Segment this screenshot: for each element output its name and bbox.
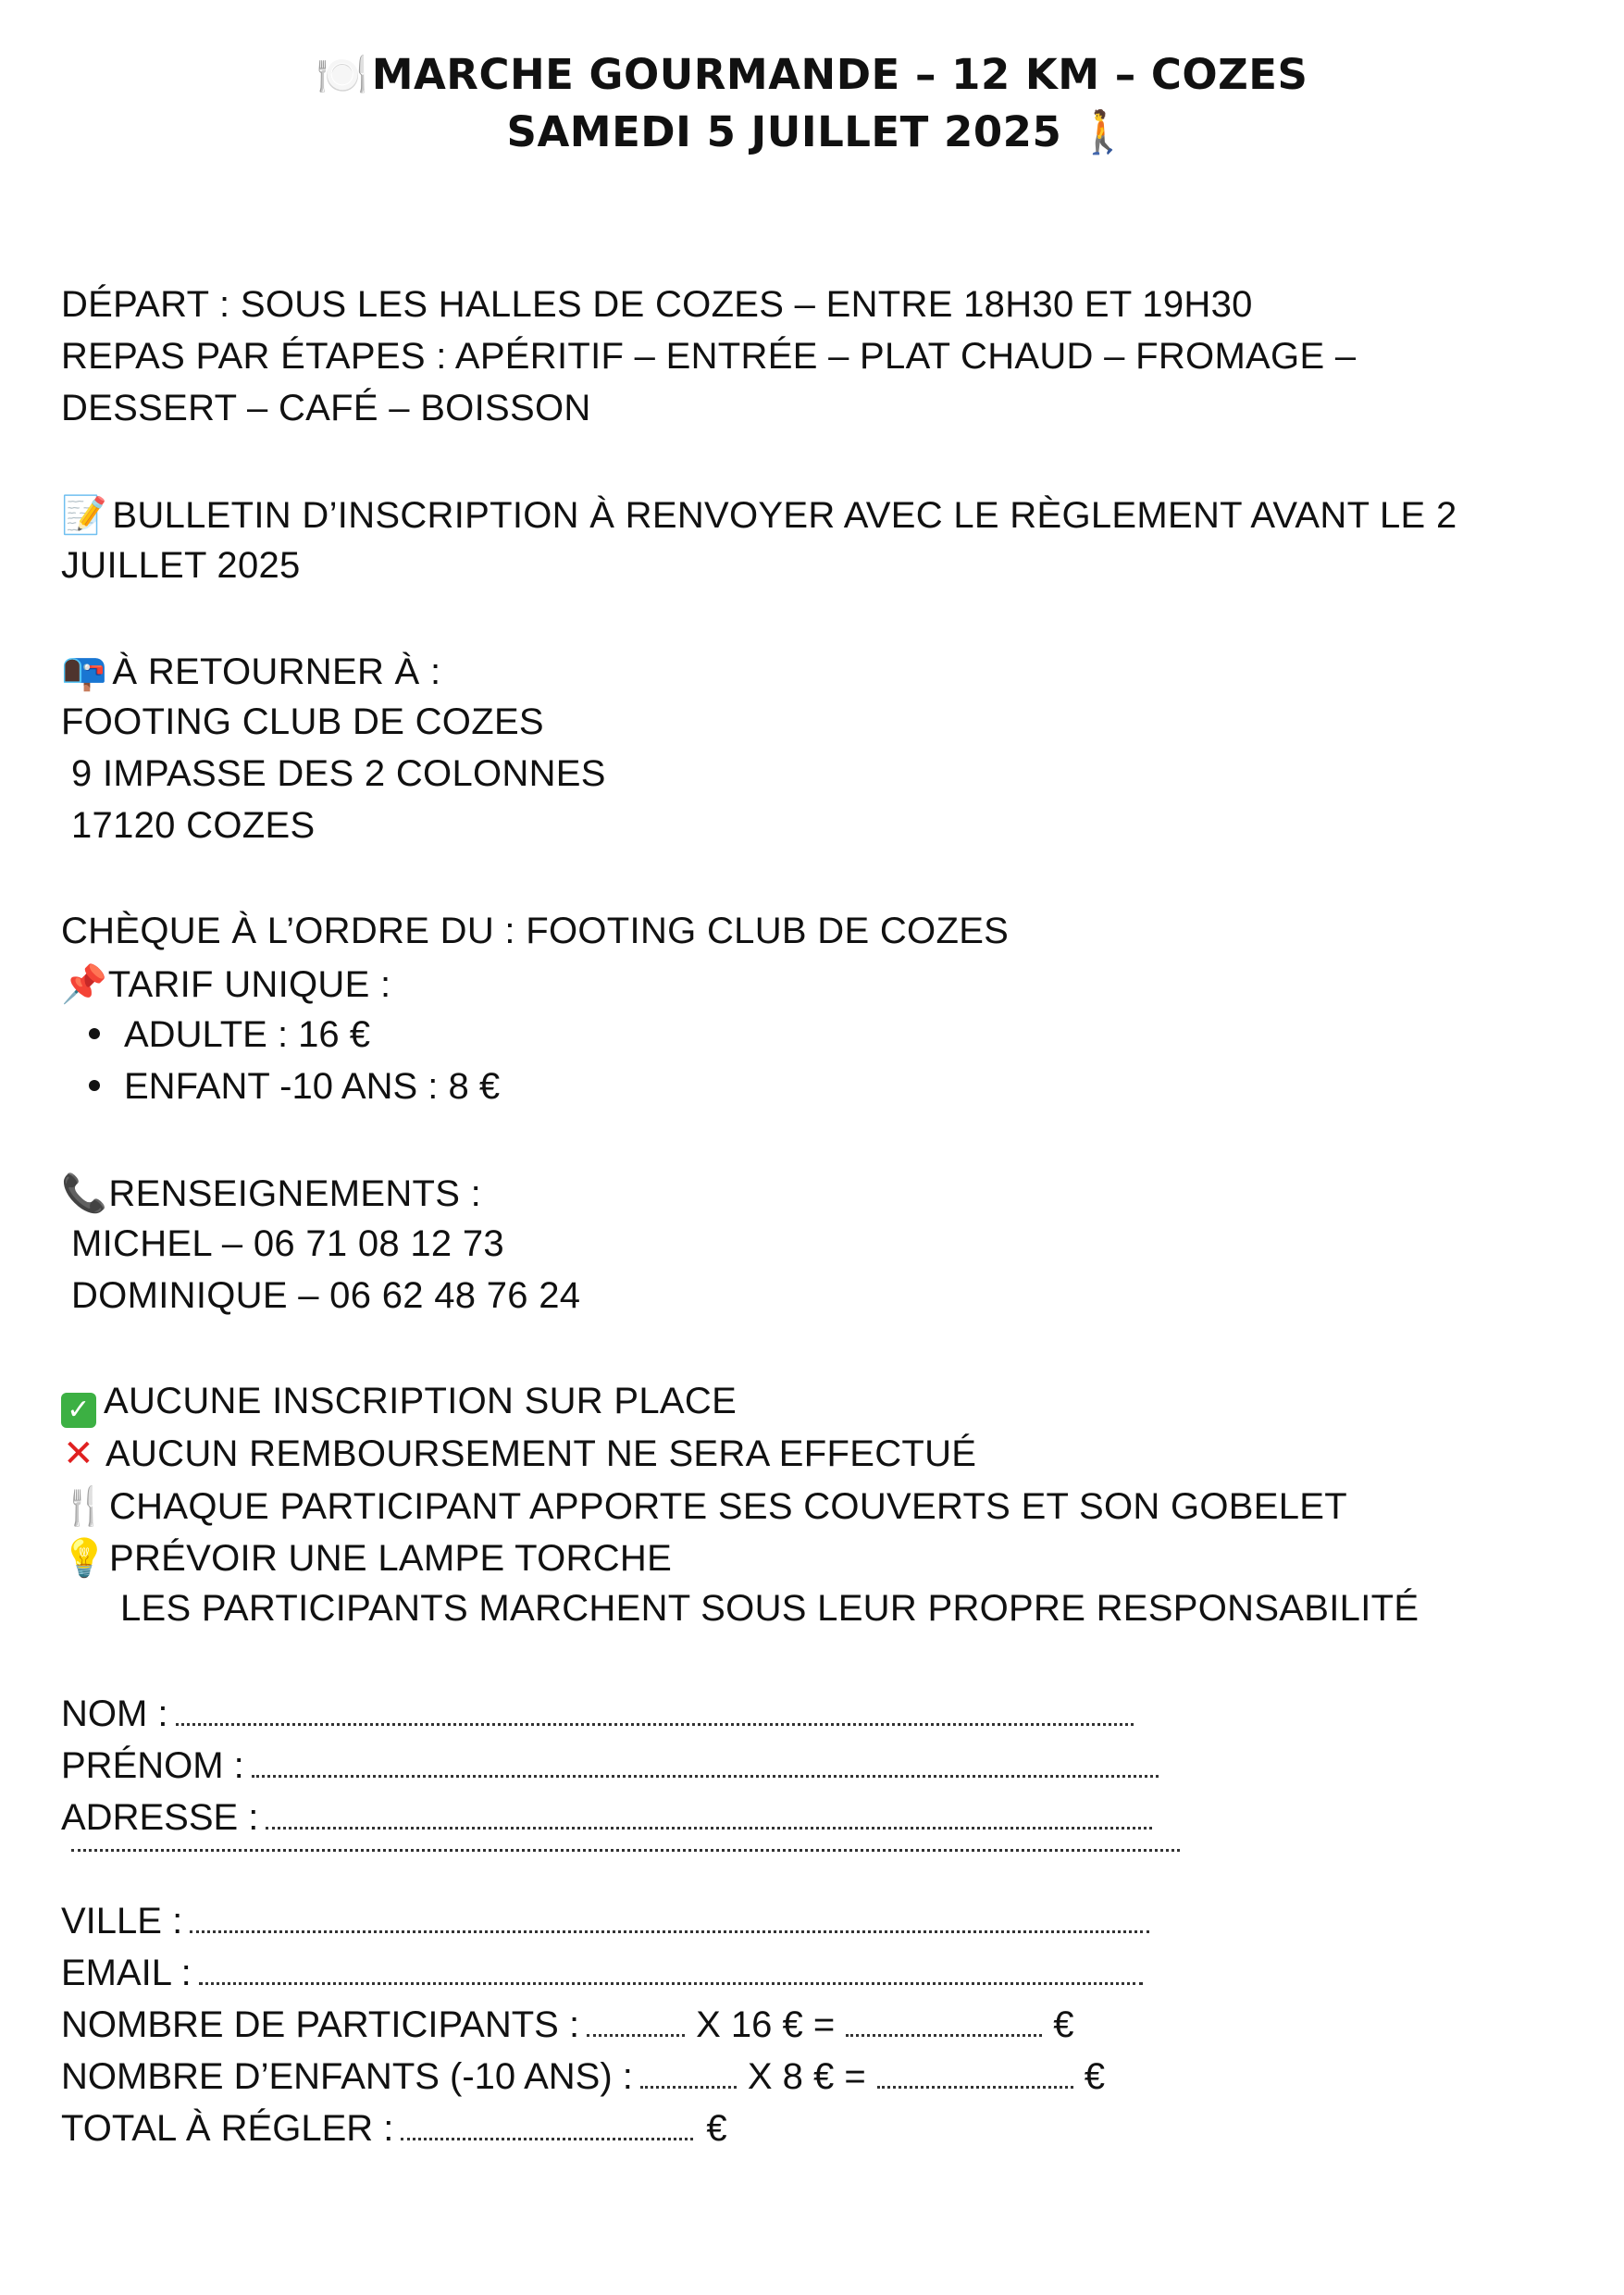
retour-label: À RETOURNER À : [112,651,441,692]
tarif-item-enfant: ENFANT -10 ANS : 8 € [89,1066,500,1108]
cross-mark-icon: ✕ [63,1433,94,1474]
participants-mult: X 16 € = [696,2004,836,2045]
ville-input-line[interactable] [190,1930,1149,1933]
tarif-heading [61,962,391,1006]
cheque-text: CHÈQUE À L’ORDRE DU : FOOTING CLUB DE COZES [61,911,1010,951]
total-currency: € [706,2108,727,2149]
adresse-label: ADRESSE : [61,1797,259,1838]
form-nom [61,1693,1134,1735]
participants-count-line[interactable] [587,2034,685,2037]
tarif-label: TARIF UNIQUE : [107,964,391,1005]
form-participants [61,2004,1073,2046]
note-lamp: 💡PRÉVOIR UNE LAMPE TORCHE [61,1537,673,1580]
tarif-item-adulte: ADULTE : 16 € [89,1014,370,1056]
title-line-2 [0,107,1624,156]
enfants-count-line[interactable] [640,2086,737,2089]
form-ville [61,1901,1149,1942]
enfants-label: NOMBRE D’ENFANTS (-10 ANS) : [61,2056,633,2097]
total-label: TOTAL À RÉGLER : [61,2108,394,2149]
club-city: 17120 COZES [71,805,316,846]
contact-michel: MICHEL – 06 71 08 12 73 [71,1223,504,1264]
form-total [61,2108,727,2150]
renseignements-heading [61,1172,481,1215]
check-mark-icon: ✓ [61,1393,96,1428]
bullet-dot [89,1028,100,1039]
nom-input-line[interactable] [176,1723,1134,1726]
prenom-label: PRÉNOM : [61,1745,244,1786]
total-amount-line[interactable] [401,2138,693,2140]
date-text: SAMEDI 5 JUILLET 2025 [506,107,1062,156]
form-adresse [61,1797,1152,1839]
title-text: MARCHE GOURMANDE – 12 KM – COZES [371,50,1308,99]
note-no-onsite: ✓ AUCUNE INSCRIPTION SUR PLACE [61,1381,737,1428]
renseignements-label: RENSEIGNEMENTS : [108,1173,482,1214]
note-cutlery: 🍴CHAQUE PARTICIPANT APPORTE SES COUVERTS ET SON GOBELET [61,1485,1348,1528]
enfants-amount-line[interactable] [877,2086,1073,2089]
participants-label: NOMBRE DE PARTICIPANTS : [61,2004,580,2045]
bulletin-text: BULLETIN D’INSCRIPTION À RENVOYER AVEC LE RÈGLEMENT AVANT LE 2 [112,495,1457,536]
email-label: EMAIL : [61,1953,192,1993]
repas-line-2: DESSERT – CAFÉ – BOISSON [61,388,591,428]
adresse-input-line-2[interactable] [71,1849,1180,1852]
plate-cutlery-icon: 🍽️ [316,50,369,99]
cutlery-icon: 🍴 [61,1485,108,1528]
bulletin-line-1 [61,493,1457,537]
club-name: FOOTING CLUB DE COZES [61,701,544,742]
repas-line-1: REPAS PAR ÉTAPES : APÉRITIF – ENTRÉE – PLAT CHAUD – FROMAGE – [61,336,1357,377]
mailbox-icon: 📭 [61,651,108,693]
ville-label: VILLE : [61,1901,183,1941]
walking-person-icon: 🚶 [1076,107,1129,156]
note-responsibility: LES PARTICIPANTS MARCHENT SOUS LEUR PROPRE RESPONSABILITÉ [120,1588,1419,1629]
phone-icon: 📞 [61,1172,108,1215]
note-no-refund: ✕ AUCUN REMBOURSEMENT NE SERA EFFECTUÉ [61,1433,976,1475]
light-bulb-icon: 💡 [61,1537,108,1580]
contact-dominique: DOMINIQUE – 06 62 48 76 24 [71,1275,581,1316]
depart-text: DÉPART : SOUS LES HALLES DE COZES – ENTRE 18H30 ET 19H30 [61,284,1253,325]
form-adresse-line-2 [71,1849,1180,1852]
enfants-mult: X 8 € = [747,2056,866,2097]
form-enfants [61,2056,1105,2098]
bullet-dot [89,1080,100,1091]
title-line-1 [0,50,1624,99]
participants-amount-line[interactable] [846,2034,1042,2037]
pushpin-icon: 📌 [61,963,108,1006]
prenom-input-line[interactable] [252,1775,1159,1778]
form-email [61,1953,1143,1994]
retour-heading [61,650,440,693]
form-prenom [61,1745,1159,1787]
participants-currency: € [1053,2004,1074,2045]
nom-label: NOM : [61,1693,168,1734]
memo-icon: 📝 [61,494,108,537]
club-street: 9 IMPASSE DES 2 COLONNES [71,753,606,794]
email-input-line[interactable] [199,1982,1143,1985]
bulletin-line-2: JUILLET 2025 [61,545,301,586]
adresse-input-line[interactable] [266,1827,1152,1830]
enfants-currency: € [1084,2056,1105,2097]
